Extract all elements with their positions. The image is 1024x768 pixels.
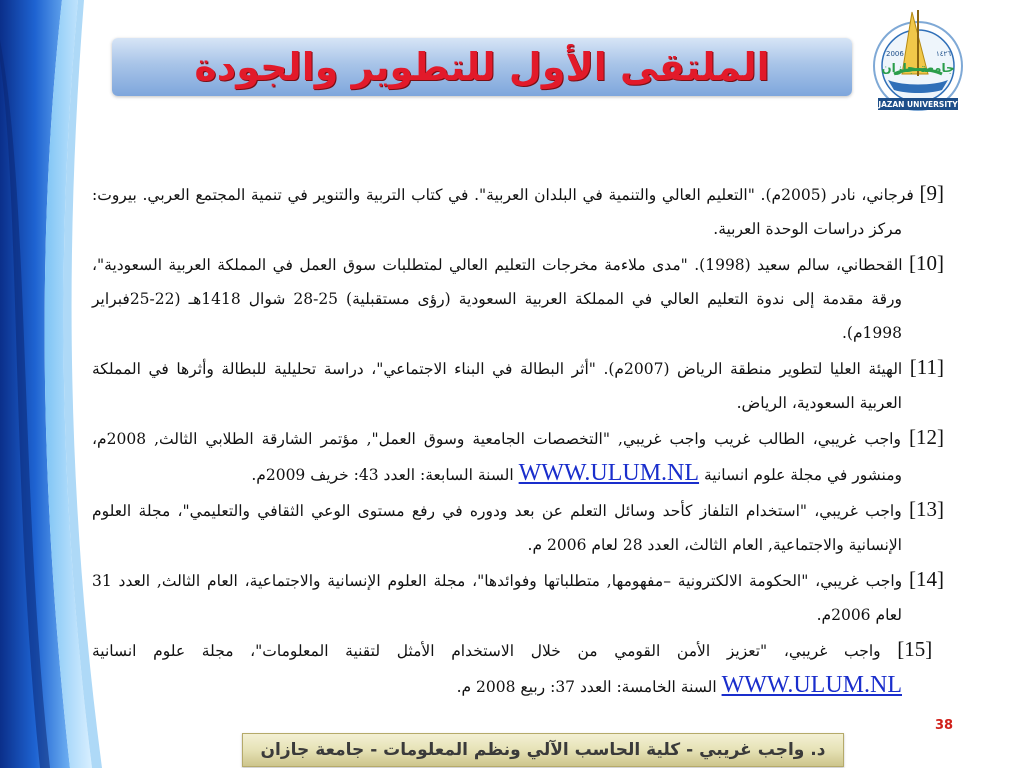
reference-item [92,246,944,350]
reference-text: واجب غريبي، "استخدام التلفاز كأحد وسائل التعلم عن بعد ودوره في رفع مستوى الوعي الثقافي والتعليمي"، مجلة العلوم الإنسانية والاجتماعية, العام الثالث، العدد 28 لعام 2006 م. [92,502,902,554]
reference-text: واجب غريبي، "الحكومة الالكترونية –مفهومها, متطلباتها وفوائدها"، مجلة العلوم الإنسانية والاجتماعية، العام الثالث, العدد 31 لعام 2006م. [92,572,903,624]
reference-item [92,632,944,704]
logo-year-right: ١٤٢٦ [936,50,952,58]
reference-text-tail: السنة الخامسة: العدد 37: ربيع 2008 م. [456,678,717,696]
reference-item [92,350,944,420]
footer-banner [242,733,844,767]
reference-item [92,420,944,492]
reference-item [92,562,944,632]
reference-text: القحطاني، سالم سعيد (1998). "مدى ملاءمة مخرجات التعليم العالي لمتطلبات سوق العمل في المملكة العربية السعودية"، ورقة مقدمة إلى ندوة التعليم العالي في المملكة العربية السعودية (رؤى مستقبلية) 25-28 شوال 1418هـ (22-25فبراير 1998م). [92,256,903,342]
logo-english-name: JAZAN UNIVERSITY [878,100,958,109]
reference-text: واجب غريبي، الطالب غريب واجب غريبي, "التخصصات الجامعية وسوق العمل", مؤتمر الشارقة الطلابي الثالث, 2008م، ومنشور في مجلة علوم انسانية [92,430,902,484]
logo-year-left: 2006 [886,50,904,58]
university-logo-icon [862,4,974,116]
references-list [92,176,944,704]
ulum-website-link[interactable]: WWW.ULUM.NL [518,460,700,486]
title-banner [112,38,852,96]
reference-number: [9] [919,181,944,205]
reference-number: [10] [909,251,945,275]
reference-item [92,176,944,246]
reference-text: الهيئة العليا لتطوير منطقة الرياض (2007م). "أثر البطالة في البناء الاجتماعي"، دراسة تحليلية للبطالة وأثرها في المملكة العربية السعودية، الرياض. [92,360,903,412]
logo-arabic-name: جامعة جازان [881,61,955,75]
page-title: الملتقى الأول للتطوير والجودة [194,45,770,89]
reference-number: [12] [909,425,944,449]
reference-number: [14] [909,567,944,591]
reference-number: [11] [909,355,944,379]
ulum-website-link[interactable]: WWW.ULUM.NL [721,672,902,698]
university-logo [862,4,974,116]
reference-text-tail: السنة السابعة: العدد 43: خريف 2009م. [251,466,514,484]
reference-item [92,492,944,562]
reference-text: واجب غريبي، "تعزيز الأمن القومي من خلال الاستخدام الأمثل لتقنية المعلومات"، مجلة علوم انسانية [92,642,881,660]
reference-number: [13] [909,497,944,521]
reference-text: فرجاني، نادر (2005م). "التعليم العالي والتنمية في البلدان العربية". في كتاب التربية والتنوير في تنمية المجتمع العربي. بيروت: مركز دراسات الوحدة العربية. [92,186,914,238]
page-number: 38 [935,718,954,733]
reference-number: [15] [897,637,933,661]
footer-text: د. واجب غريبي - كلية الحاسب الآلي ونظم المعلومات - جامعة جازان [260,740,826,760]
